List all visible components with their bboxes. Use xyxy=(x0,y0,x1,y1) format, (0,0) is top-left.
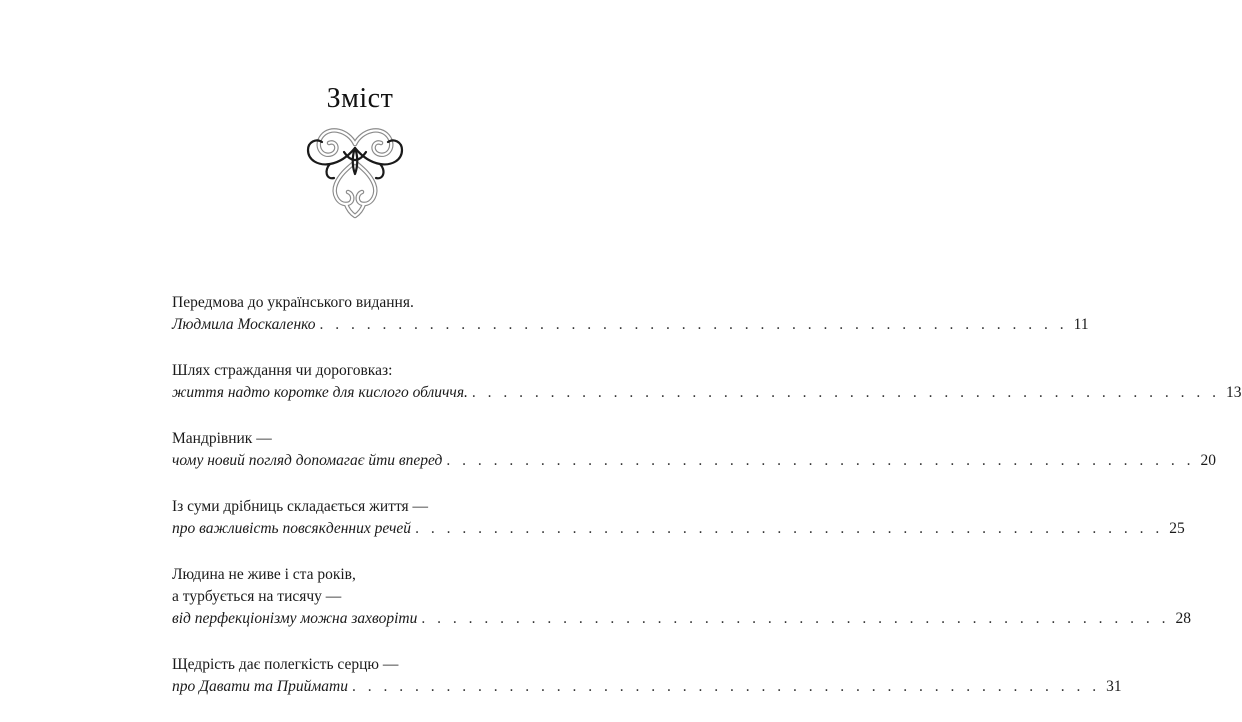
toc-entry-subtitle: від перфекціонізму можна захворіти xyxy=(172,610,418,627)
toc-entry-subtitle-row xyxy=(172,450,1216,472)
toc-entry-title: Людина не живе і ста років, xyxy=(172,566,356,583)
toc-entry-title: Мандрівник — xyxy=(172,430,272,447)
dot-leader: . . . . . . . . . . . . . . . . . . . . . . . . . . . . . . . . . . . . . . . . . . . . . . . . xyxy=(319,316,1068,333)
toc-entry-subtitle: Людмила Москаленко xyxy=(172,316,316,333)
toc-entry-title: Шлях страждання чи дороговказ: xyxy=(172,362,393,379)
toc-entry-subtitle: чому новий погляд допомагає йти вперед xyxy=(172,452,443,469)
toc-entry-subtitle-row xyxy=(172,676,1122,698)
toc-entry[interactable] xyxy=(172,360,1242,404)
toc-entry-title: Із суми дрібниць складається життя — xyxy=(172,498,429,515)
floral-heart-ornament-icon xyxy=(300,122,410,218)
dot-leader: . . . . . . . . . . . . . . . . . . . . . . . . . . . . . . . . . . . . . . . . . . . . . . . . xyxy=(446,452,1195,469)
toc-entry-title: Щедрість дає полегкість серцю — xyxy=(172,656,399,673)
toc-entry-page-number: 31 xyxy=(1106,678,1122,695)
toc-entry-subtitle-row xyxy=(172,382,1242,404)
toc-entry-page-number: 13 xyxy=(1226,384,1242,401)
toc-entry-title: Передмова до українського видання. xyxy=(172,294,414,311)
toc-entry-subtitle-row xyxy=(172,608,1191,630)
toc-entry-subtitle: про важливість повсякденних речей xyxy=(172,520,412,537)
table-of-contents xyxy=(172,292,1242,722)
toc-entry[interactable] xyxy=(172,292,1089,336)
page-title: Зміст xyxy=(326,83,394,114)
dot-leader: . . . . . . . . . . . . . . . . . . . . . . . . . . . . . . . . . . . . . . . . . . . . . . . . xyxy=(421,610,1170,627)
toc-entry-subtitle-row xyxy=(172,518,1185,540)
toc-entry-subtitle-row xyxy=(172,314,1089,336)
toc-entry-page-number: 20 xyxy=(1200,452,1216,469)
toc-entry[interactable] xyxy=(172,654,1122,698)
dot-leader: . . . . . . . . . . . . . . . . . . . . . . . . . . . . . . . . . . . . . . . . . . . . . . . . xyxy=(415,520,1164,537)
toc-entry-page-number: 28 xyxy=(1175,610,1191,627)
toc-entry-subtitle: про Давати та Приймати xyxy=(172,678,348,695)
toc-entry[interactable] xyxy=(172,496,1185,540)
dot-leader: . . . . . . . . . . . . . . . . . . . . . . . . . . . . . . . . . . . . . . . . . . . . . . . . xyxy=(351,678,1101,695)
dot-leader: . . . . . . . . . . . . . . . . . . . . . . . . . . . . . . . . . . . . . . . . . . . . . . . . xyxy=(471,384,1221,401)
toc-entry[interactable] xyxy=(172,564,1191,630)
toc-entry-page-number: 11 xyxy=(1073,316,1089,333)
toc-entry-page-number: 25 xyxy=(1169,520,1185,537)
toc-entry[interactable] xyxy=(172,428,1216,472)
toc-entry-title: а турбується на тисячу — xyxy=(172,588,342,605)
toc-entry-subtitle: життя надто коротке для кислого обличчя. xyxy=(172,384,468,401)
